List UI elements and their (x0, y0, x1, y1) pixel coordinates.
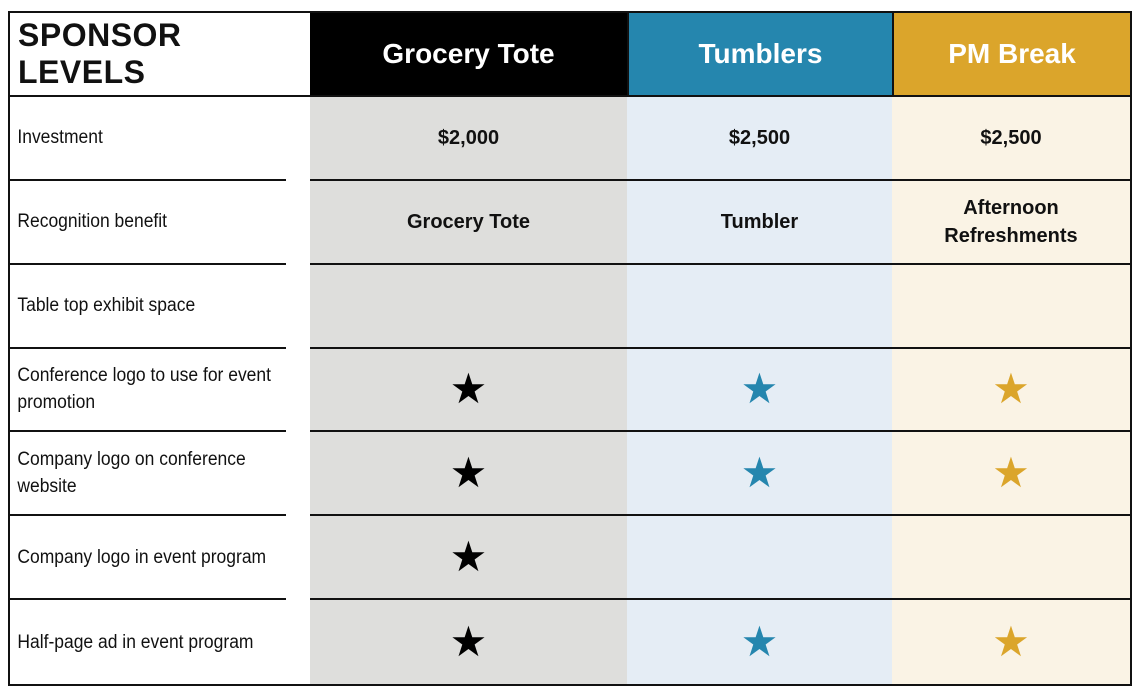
row-label-text: Recognition benefit (17, 211, 168, 233)
conference-logo-pm-break (892, 349, 1130, 433)
conference-logo-tumblers (627, 349, 892, 433)
star-icon: ★ (449, 533, 488, 581)
row-label-company-logo-website (10, 432, 286, 516)
program-logo-grocery-tote (310, 516, 627, 600)
half-page-ad-grocery-tote (310, 600, 627, 684)
exhibit-pm-break (892, 265, 1130, 349)
row-label-investment (10, 97, 286, 181)
row-label-text: Half-page ad in event program (17, 631, 254, 653)
row-label-recognition-benefit (10, 181, 286, 265)
row-label-table-top-exhibit (10, 265, 286, 349)
recognition-grocery-tote: Grocery Tote (310, 181, 627, 265)
column-header-pm-break: PM Break (892, 13, 1130, 97)
column-header-grocery-tote: Grocery Tote (310, 13, 627, 97)
star-icon: ★ (740, 618, 779, 666)
website-logo-tumblers (627, 432, 892, 516)
half-page-ad-pm-break (892, 600, 1130, 684)
row-label-company-logo-program (10, 516, 286, 600)
investment-pm-break: $2,500 (892, 97, 1130, 181)
recognition-pm-break-text: Afternoon Refreshments (944, 196, 1078, 247)
website-logo-grocery-tote (310, 432, 627, 516)
investment-grocery-tote: $2,000 (310, 97, 627, 181)
star-icon: ★ (449, 449, 488, 497)
exhibit-grocery-tote (310, 265, 627, 349)
row-label-text: Table top exhibit space (17, 295, 196, 317)
program-logo-pm-break (892, 516, 1130, 600)
star-icon: ★ (992, 618, 1030, 666)
recognition-tumblers: Tumbler (627, 181, 892, 265)
row-label-text: Conference logo to use for event promotion (17, 365, 271, 414)
star-icon: ★ (992, 449, 1030, 497)
conference-logo-grocery-tote (310, 349, 627, 433)
star-icon: ★ (449, 618, 488, 666)
website-logo-pm-break (892, 432, 1130, 516)
star-icon: ★ (740, 449, 779, 497)
row-label-text: Company logo on conference website (17, 449, 246, 498)
exhibit-tumblers (627, 265, 892, 349)
star-icon: ★ (992, 365, 1030, 413)
program-logo-tumblers (627, 516, 892, 600)
row-label-text: Investment (17, 127, 103, 149)
star-icon: ★ (449, 365, 488, 413)
sponsor-levels-table (8, 11, 1132, 686)
column-header-tumblers: Tumblers (627, 13, 892, 97)
recognition-pm-break (892, 181, 1130, 265)
table-title: SPONSOR LEVELS (10, 13, 310, 97)
star-icon: ★ (740, 365, 779, 413)
investment-tumblers: $2,500 (627, 97, 892, 181)
row-label-text: Company logo in event program (17, 546, 267, 568)
row-label-conference-logo (10, 349, 286, 433)
half-page-ad-tumblers (627, 600, 892, 684)
row-label-half-page-ad (10, 600, 286, 684)
